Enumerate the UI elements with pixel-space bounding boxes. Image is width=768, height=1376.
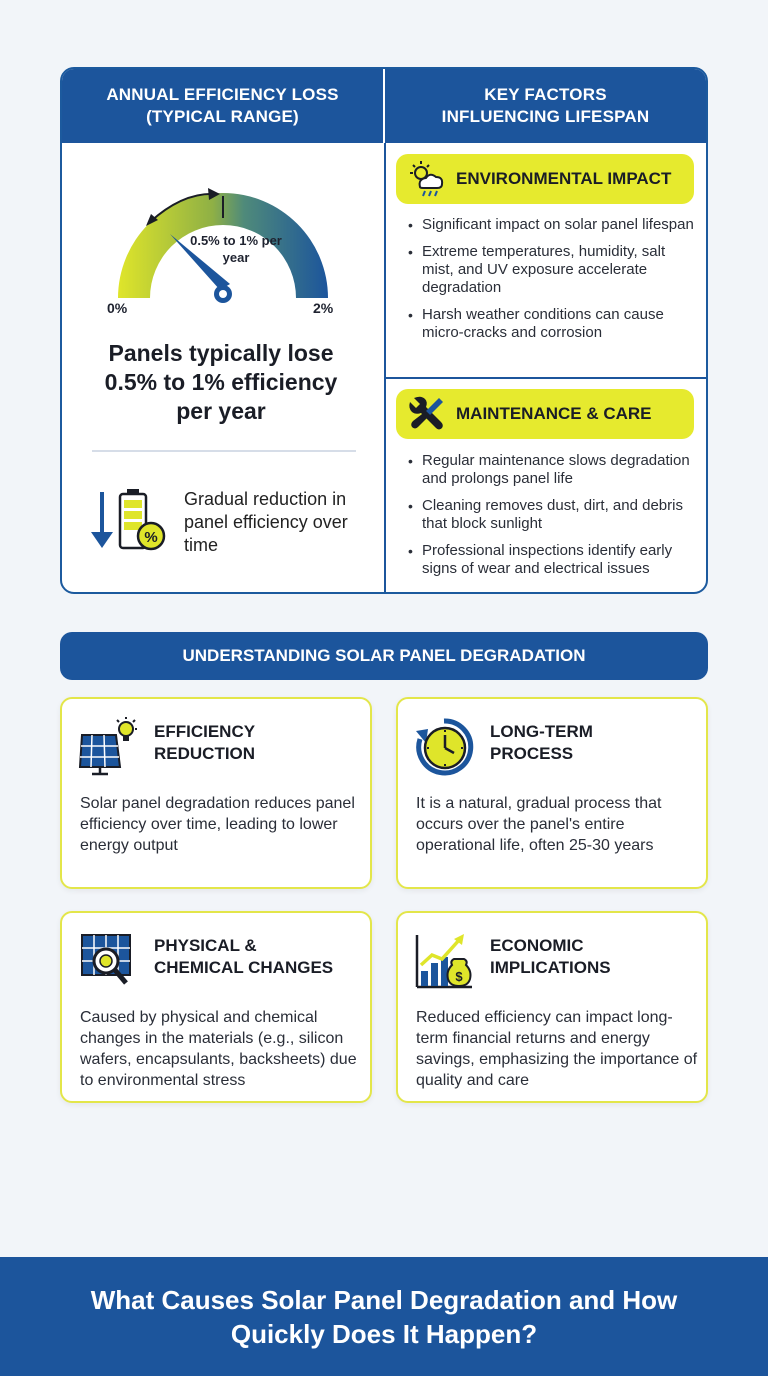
tools-icon (406, 394, 446, 434)
gauge-min-label: 0% (107, 300, 128, 316)
card-efficiency-reduction (60, 697, 372, 889)
card-text: It is a natural, gradual process that occurs over the panel's entire operational life, often 25-30 years (416, 795, 662, 854)
top-header (62, 69, 706, 143)
card-title: LONG-TERM PROCESS (490, 722, 593, 763)
list-item: • Regular maintenance slows degradation and prolongs panel life (406, 452, 696, 488)
list-item: • Cleaning removes dust, dirt, and debris that block sunlight (406, 497, 696, 533)
understanding-banner (60, 632, 708, 680)
environmental-impact-pill (396, 154, 694, 204)
maintenance-care-pill (396, 389, 694, 439)
maintenance-care-list (406, 452, 696, 587)
magnifier-panel-icon (78, 931, 138, 991)
maintenance-care-title: MAINTENANCE & CARE (456, 404, 652, 423)
efficiency-gauge (98, 150, 348, 310)
list-item: • Professional inspections identify early signs of wear and electrical issues (406, 542, 696, 578)
solar-panel-bulb-icon (78, 717, 138, 777)
column-divider (384, 143, 386, 594)
battery-decline-icon (88, 486, 172, 552)
card-text: Reduced efficiency can impact long-term financial returns and energy savings, emphasizing the importance of quality and care (416, 1009, 698, 1089)
svg-text:%: % (144, 529, 158, 546)
footer-title: What Causes Solar Panel Degradation and How Quickly Does It Happen? (90, 1284, 678, 1349)
efficiency-headline: Panels typically lose 0.5% to 1% efficiency per year (104, 340, 338, 424)
key-factors-header (385, 69, 706, 143)
card-text: Solar panel degradation reduces panel efficiency over time, leading to lower energy output (80, 795, 355, 854)
svg-text:$: $ (455, 969, 463, 984)
footer (0, 1257, 768, 1376)
list-item: • Harsh weather conditions can cause micro-cracks and corrosion (406, 306, 696, 342)
headline-separator (92, 450, 356, 452)
key-factors-header-text: KEY FACTORS INFLUENCING LIFESPAN (441, 85, 650, 126)
gauge-max-label: 2% (313, 300, 334, 316)
card-title: PHYSICAL & CHEMICAL CHANGES (154, 936, 334, 977)
card-text: Caused by physical and chemical changes in the materials (e.g., silicon wafers, encapsulants, backsheets) due to environmental stress (80, 1009, 357, 1089)
list-item: • Significant impact on solar panel lifespan (406, 216, 696, 234)
reduction-text: Gradual reduction in panel efficiency over time (184, 489, 348, 555)
annual-loss-header-text: ANNUAL EFFICIENCY LOSS (TYPICAL RANGE) (106, 85, 339, 126)
gauge-range-label: 0.5% to 1% per year (190, 233, 282, 265)
environmental-impact-title: ENVIRONMENTAL IMPACT (456, 169, 672, 188)
understanding-banner-text: UNDERSTANDING SOLAR PANEL DEGRADATION (182, 646, 586, 665)
card-title: EFFICIENCY REDUCTION (154, 722, 256, 763)
card-economic-implications (396, 911, 708, 1103)
weather-icon (406, 159, 446, 199)
card-long-term-process (396, 697, 708, 889)
card-title: ECONOMIC IMPLICATIONS (490, 936, 611, 977)
list-item: • Extreme temperatures, humidity, salt mist, and UV exposure accelerate degradation (406, 243, 696, 297)
environmental-impact-list (406, 216, 696, 351)
card-physical-chemical (60, 911, 372, 1103)
factor-separator (386, 377, 708, 379)
clock-icon (414, 717, 474, 777)
annual-loss-header (62, 69, 385, 143)
chart-money-icon (414, 931, 474, 991)
